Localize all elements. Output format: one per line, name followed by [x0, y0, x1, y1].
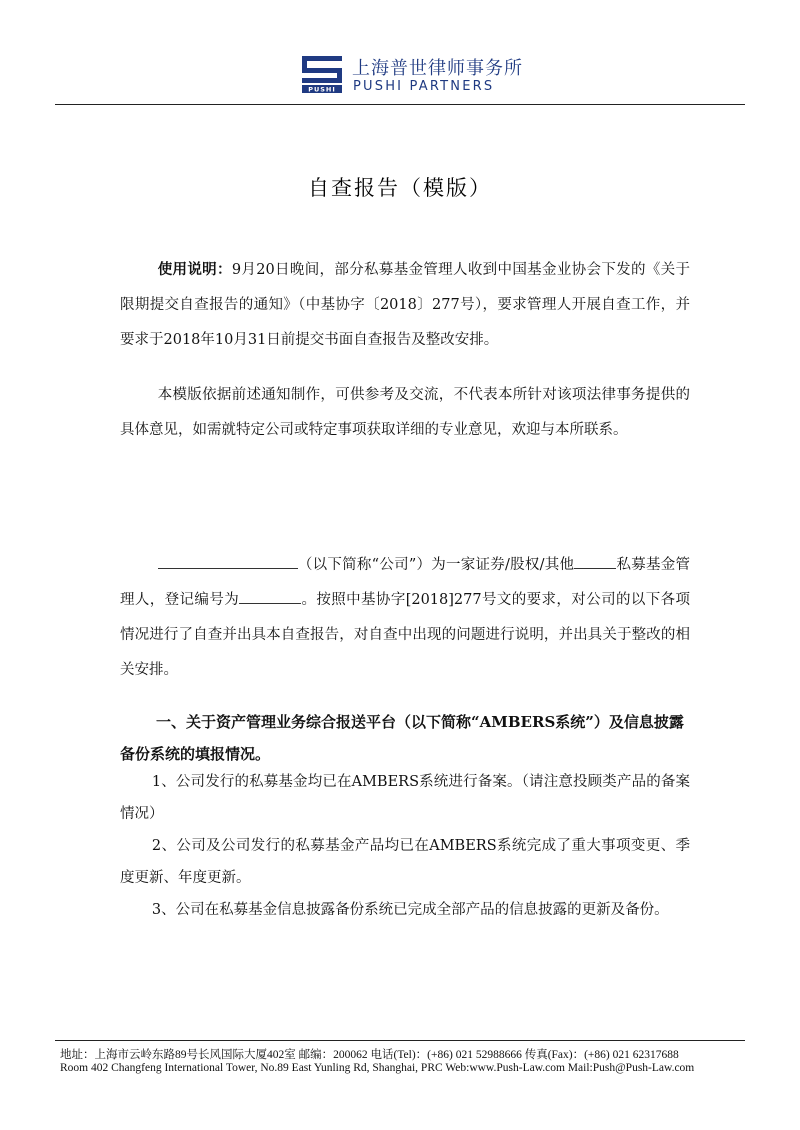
template-disclaimer: 本模版依据前述通知制作，可供参考及交流，不代表本所针对该项法律事务提供的具体意见，如需就特定公司或特定事项获取详细的专业意见，欢迎与本所联系。	[120, 387, 690, 438]
usage-label: 使用说明：	[157, 261, 232, 278]
body-text-1: （以下简称“公司”）为一家证券/股权/其他	[297, 557, 575, 573]
document-title: 自查报告（模版）	[308, 176, 492, 200]
section-1-item: 1、公司发行的私募基金均已在AMBERS系统进行备案。（请注意投顾类产品的备案情况）	[120, 774, 690, 822]
registration-number-blank[interactable]	[239, 589, 301, 605]
firm-name-english: PUSHI PARTNERS	[353, 79, 495, 94]
usage-instructions	[120, 252, 690, 358]
header-divider	[55, 104, 745, 105]
footer-address-cn: 地址：上海市云岭东路89号长风国际大厦402室 邮编：200062 电话(Tel)：(+86) 021 52988666 传真(Fax)：(+86) 021 62317688	[60, 1049, 679, 1061]
firm-name-chinese: 上海普世律师事务所	[352, 58, 523, 79]
body-text-2: 私募基金管理人，登记编号为	[120, 557, 690, 608]
section-1-item: 3、公司在私募基金信息披露备份系统已完成全部产品的信息披露的更新及备份。	[151, 902, 669, 918]
section-1-heading: 一、关于资产管理业务综合报送平台（以下简称“AMBERS系统”）及信息披露备份系统的填报情况。	[120, 713, 684, 763]
firm-logo-icon	[300, 54, 346, 94]
section-1-item: 2、公司及公司发行的私募基金产品均已在AMBERS系统完成了重大事项变更、季度更新、年度更新。	[120, 838, 690, 886]
body-text-3: 。按照中基协字[2018]277号文的要求，对公司的以下各项情况进行了自查并出具本自查报告，对自查中出现的问题进行说明，并出具关于整改的相关安排。	[120, 592, 691, 678]
report-body	[120, 548, 690, 688]
fund-type-blank[interactable]	[574, 554, 616, 570]
svg-text:PUSHI: PUSHI	[308, 85, 336, 94]
letterhead	[0, 0, 800, 108]
company-name-blank[interactable]	[158, 554, 298, 570]
footer-divider	[55, 1040, 745, 1041]
usage-text: 9月20日晚间，部分私募基金管理人收到中国基金业协会下发的《关于限期提交自查报告的通知》（中基协字〔2018〕277号），要求管理人开展自查工作，并要求于2018年10月31日前提交书面自查报告及整改安排。	[120, 262, 690, 348]
footer-address-en: Room 402 Changfeng International Tower, No.89 East Yunling Rd, Shanghai, PRC Web:www.Push-Law.com Mail:Push@Push-Law.com	[60, 1062, 695, 1074]
